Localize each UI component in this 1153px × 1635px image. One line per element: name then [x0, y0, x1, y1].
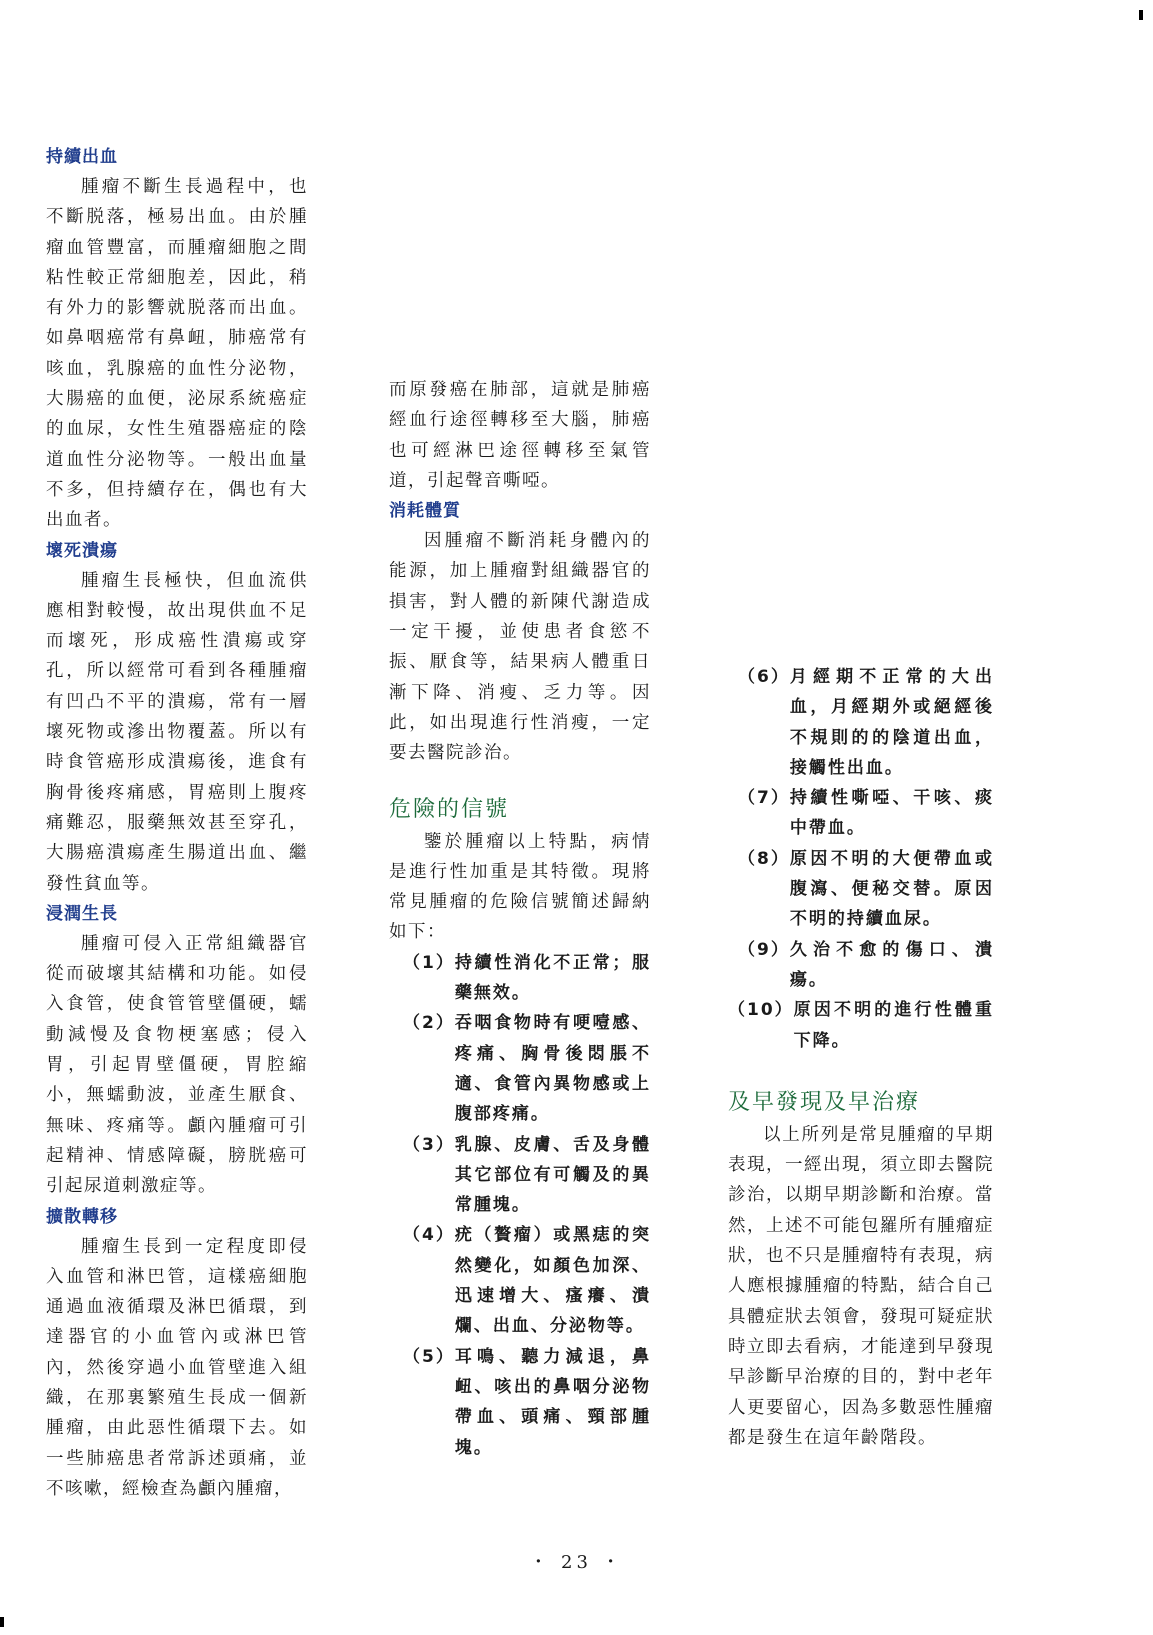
danger-signal-list-continued [728, 662, 994, 1056]
middle-column [389, 375, 651, 1463]
heading-persistent-bleeding: 持續出血 [46, 147, 118, 167]
list-item: （2） 吞咽食物時有哽噎感、疼痛、胸骨後悶脹不適、食管內異物感或上腹部疼痛。 [403, 1013, 651, 1125]
heading-wasting: 消耗體質 [389, 501, 461, 522]
heading-danger-signals: 危險的信號 [389, 796, 510, 822]
scan-corner-mark [1139, 10, 1143, 20]
paragraph-early-detection: 以上所列是常見腫瘤的早期表現，一經出現，須立即去醫院診治，以期早期診斷和治療。當然，上述不可能包羅所有腫瘤症狀，也不只是腫瘤特有表現，病人應根據腫瘤的特點，結合自己具體症狀去領會，發現可疑症狀時立即去看病，才能達到早發現早診斷早治療的目的，對中老年人更要留心，因為多數惡性腫瘤都是發生在這年齡階段。 [728, 1124, 994, 1448]
list-item: （8） 原因不明的大便帶血或腹瀉、便秘交替。原因不明的持續血尿。 [738, 848, 994, 930]
list-item: （6） 月經期不正常的大出血，月經期外或絕經後不規則的的陰道出血，接觸性出血。 [738, 667, 994, 778]
scan-corner-mark-bottom [0, 1617, 4, 1627]
paragraph-persistent-bleeding: 腫瘤不斷生長過程中，也不斷脱落，極易出血。由於腫瘤血管豐富，而腫瘤細胞之間粘性較正常細胞差，因此，稍有外力的影響就脱落而出血。如鼻咽癌常有鼻衄，肺癌常有咳血，乳腺癌的血性分泌物，大腸癌的血便，泌尿系統癌症的血尿，女性生殖器癌症的陰道血性分泌物等。一般出血量不多，但持續存在，偶也有大出血者。 [46, 177, 308, 531]
heading-infiltrative-growth: 浸潤生長 [46, 903, 118, 924]
paragraph-wasting: 因腫瘤不斷消耗身體內的能源，加上腫瘤對組織器官的損害，對人體的新陳代謝造成一定干擾，並使患者食慾不振、厭食等，結果病人體重日漸下降、消瘦、乏力等。因此，如出現進行性消瘦，一定要去醫院診治。 [389, 531, 651, 764]
right-column [728, 662, 994, 1453]
list-item: （3） 乳腺、皮膚、舌及身體其它部位有可觸及的異常腫塊。 [403, 1134, 651, 1216]
paragraph-metastasis: 腫瘤生長到一定程度即侵入血管和淋巴管，這樣癌細胞通過血液循環及淋巴循環，到達器官的小血管內或淋巴管內，然後穿過小血管壁進入組織，在那裏繁殖生長成一個新腫瘤，由此惡性循環下去。如一些肺癌患者常訴述頭痛，並不咳嗽，經檢查為顱內腫瘤， [46, 1236, 308, 1499]
paragraph-metastasis-continued: 而原發癌在肺部，這就是肺癌經血行途徑轉移至大腦，肺癌也可經淋巴途徑轉移至氣管道，引起聲音嘶啞。 [389, 380, 651, 491]
list-item: （5） 耳鳴、聽力減退，鼻衄、咳出的鼻咽分泌物帶血、頭痛、頸部腫塊。 [403, 1346, 651, 1458]
paragraph-necrotic-ulcer: 腫瘤生長極快，但血流供應相對較慢，故出現供血不足而壞死，形成癌性潰瘍或穿孔，所以經常可看到各種腫瘤有凹凸不平的潰瘍，常有一層壞死物或滲出物覆蓋。所以有時食管癌形成潰瘍後，進食有胸骨後疼痛感，胃癌則上腹疼痛難忍，服藥無效甚至穿孔，大腸癌潰瘍產生腸道出血、繼發性貧血等。 [46, 570, 308, 894]
danger-signal-list [403, 948, 651, 1463]
heading-necrotic-ulcer: 壞死潰瘍 [46, 540, 118, 561]
page-number: ・ 23 ・ [529, 1552, 624, 1573]
list-item: （1） 持續性消化不正常；服藥無效。 [403, 952, 651, 1004]
list-item: （9） 久治不愈的傷口、潰瘍。 [738, 939, 994, 990]
list-item: （10） 原因不明的進行性體重下降。 [728, 1000, 994, 1051]
heading-metastasis: 擴散轉移 [46, 1206, 118, 1227]
list-item: （4） 疣（贅瘤）或黑痣的突然變化，如顏色加深、迅速增大、瘙癢、潰爛、出血、分泌物等。 [403, 1225, 651, 1337]
heading-early-detection: 及早發現及早治療 [728, 1089, 921, 1115]
paragraph-danger-signals-intro: 鑒於腫瘤以上特點，病情是進行性加重是其特徵。現將常見腫瘤的危險信號簡述歸納如下： [389, 831, 651, 943]
left-column [46, 142, 308, 1504]
paragraph-infiltrative-growth: 腫瘤可侵入正常組織器官從而破壞其結構和功能。如侵入食管，使食管管壁僵硬，蠕動減慢及食物梗塞感；侵入胃，引起胃壁僵硬，胃腔縮小，無蠕動波，並產生厭食、無味、疼痛等。顱內腫瘤可引起精神、情感障礙，膀胱癌可引起尿道刺激症等。 [46, 933, 308, 1197]
list-item: （7） 持續性嘶啞、干咳、痰中帶血。 [738, 788, 994, 839]
